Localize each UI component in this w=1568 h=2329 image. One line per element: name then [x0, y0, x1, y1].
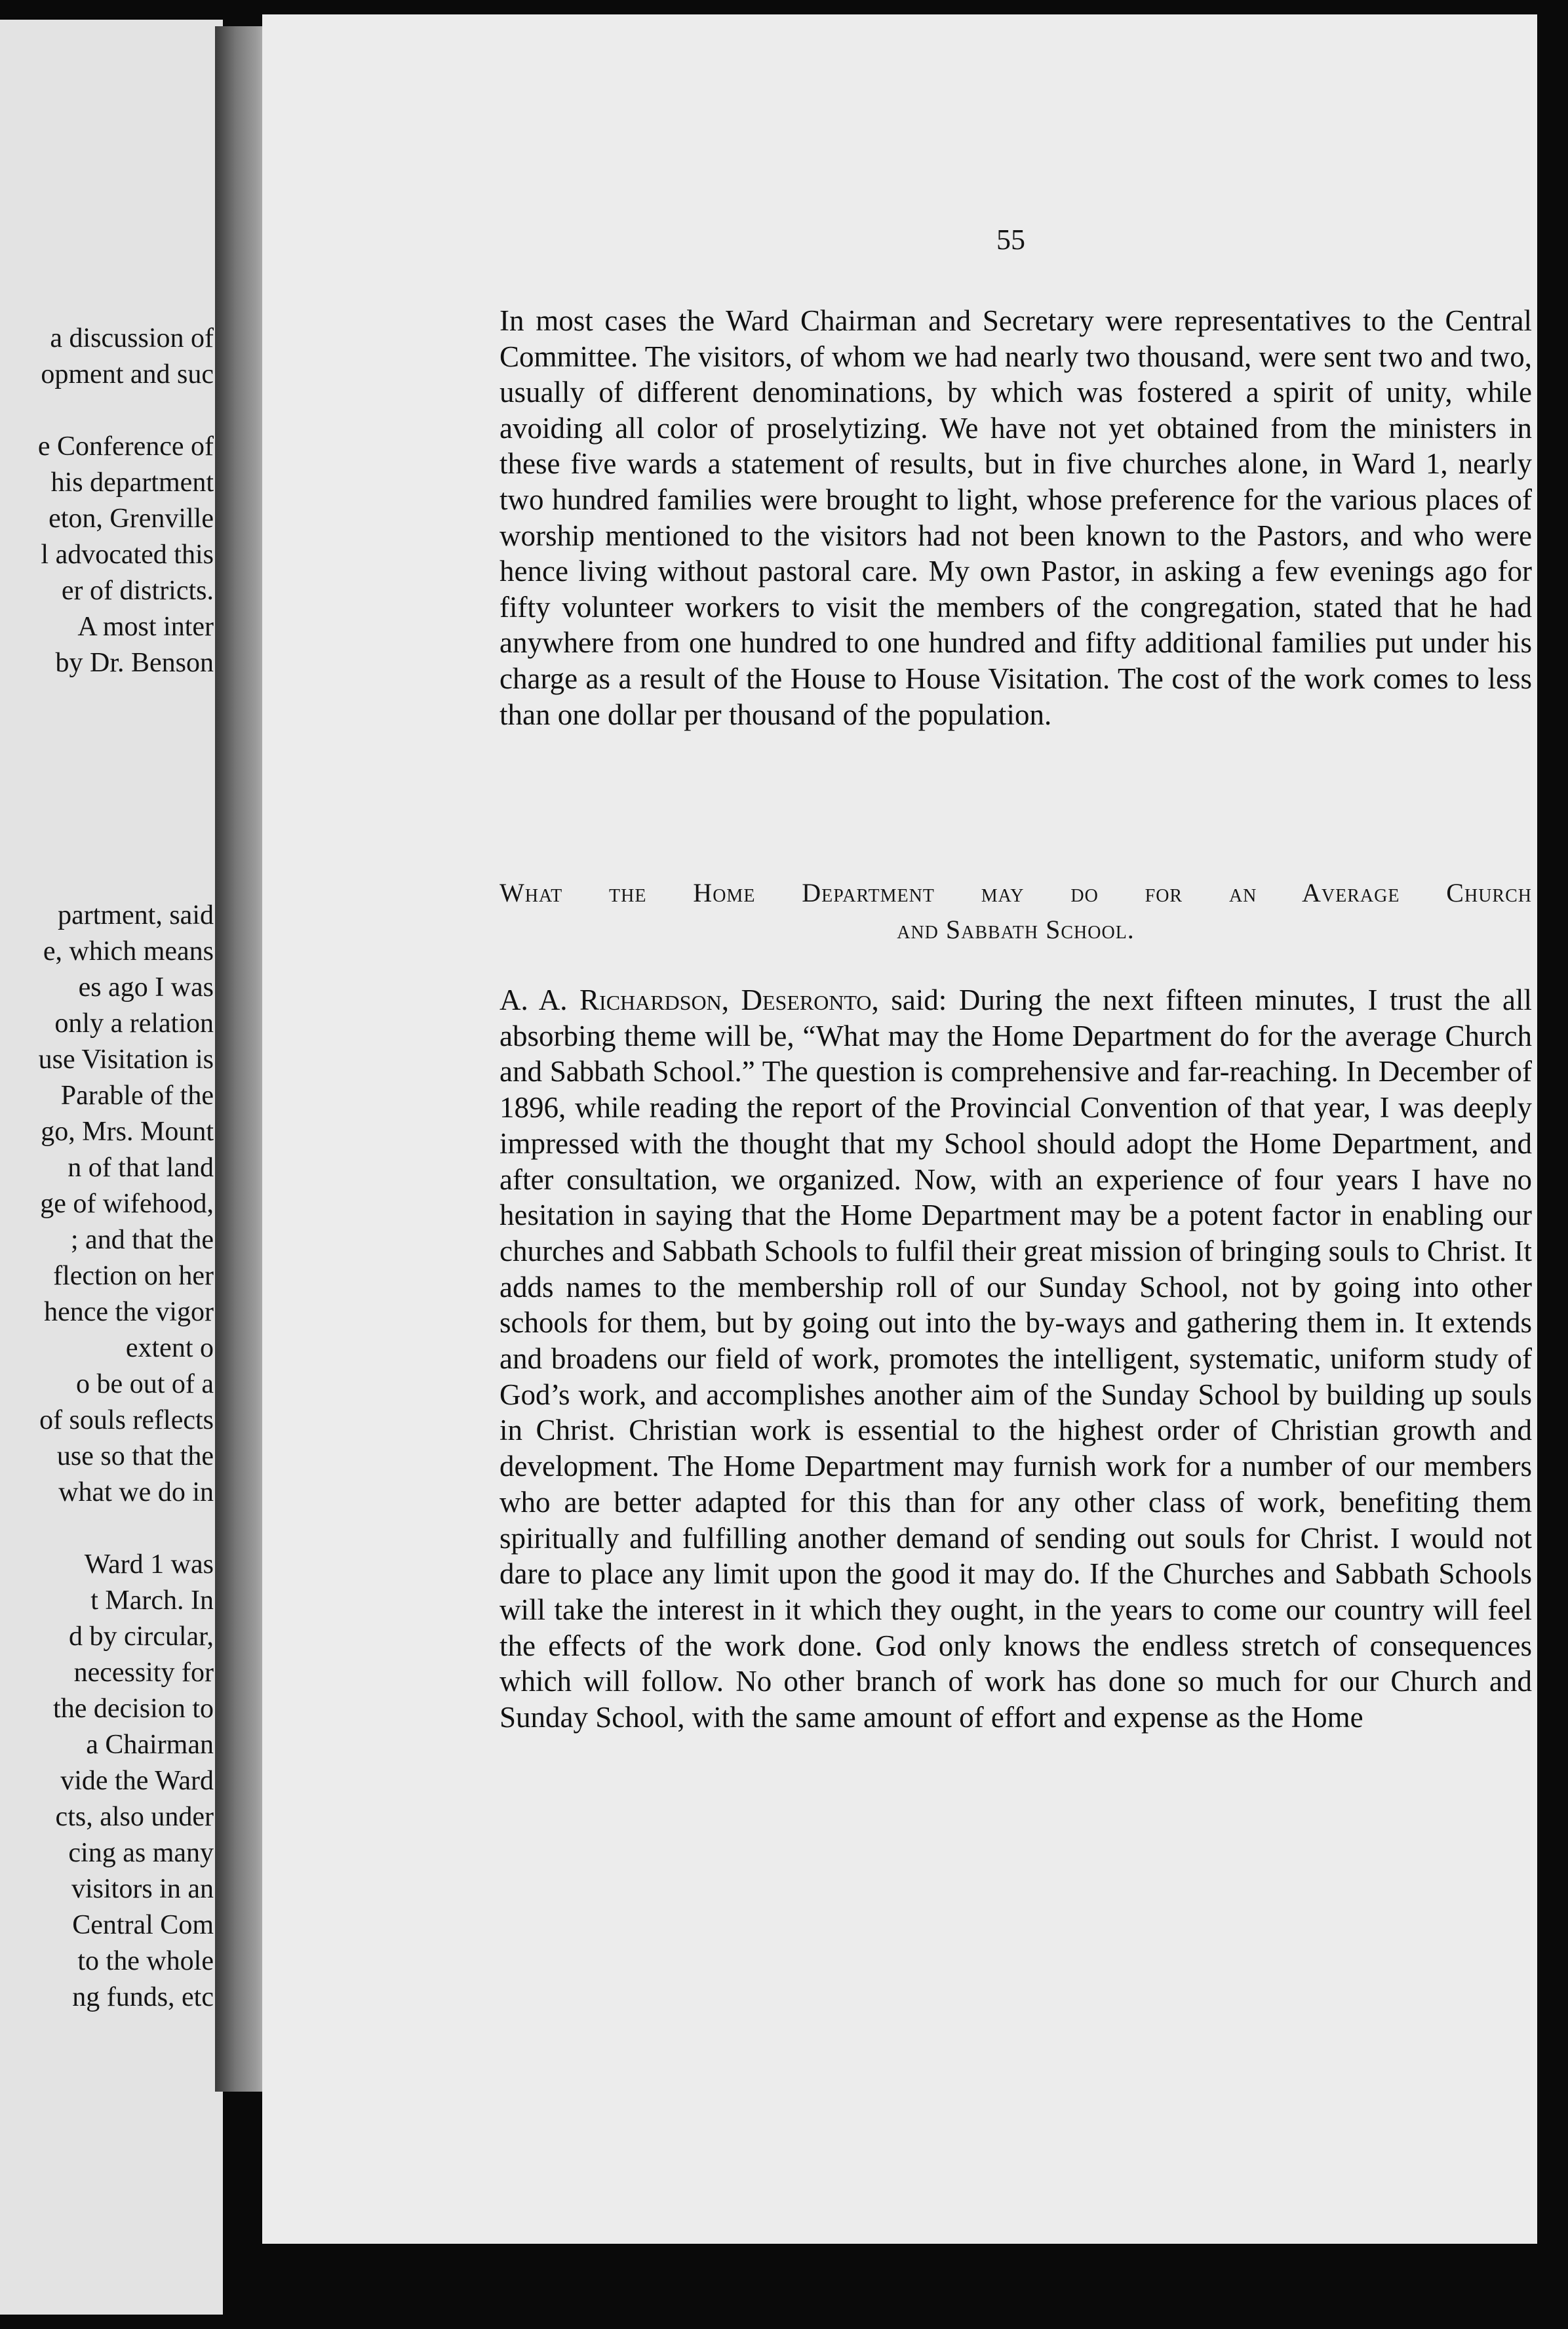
page-number: 55	[996, 224, 1025, 256]
previous-page-line: Central Com	[72, 1910, 214, 1940]
section-heading-line-1: What the Home Department may do for an Average Church	[500, 878, 1532, 907]
previous-page-line: his department	[50, 468, 214, 498]
previous-page-line: by Dr. Benson	[55, 648, 214, 678]
previous-page-line: use so that the	[56, 1441, 214, 1471]
previous-page-line: to the whole	[77, 1946, 214, 1976]
previous-page-line: flection on her	[53, 1261, 214, 1291]
previous-page-line: vide the Ward	[60, 1766, 214, 1796]
previous-page-line: es ago I was	[78, 972, 214, 1003]
speaker-name: A. A. Richardson, Deseronto,	[500, 984, 879, 1016]
address-text: said: During the next fifteen minutes, I trust the all absorbing theme will be, “What may the Home Department do for the average Church and Sabbath School.” The question is comprehensive and far-reaching. In December of 1896, while reading the report of the Provincial Convention of that year, I was deeply impressed with the thought that my School should adopt the Home Department, and after consultation, we organized. Now, with an experience of four years I have no hesitation in saying that the Home Department may be a potent factor in enabling our churches and Sabbath Schools to fulfil their great mission of bringing souls to Christ. It adds names to the membership roll of our Sunday School, not by going into other schools for them, but by going out into the by-ways and gathering them in. It extends and broadens our field of work, promotes the intelligent, systematic, uniform study of God’s work, and accomplishes another aim of the Sunday School by building up souls in Christ. Christian work is essential to the highest order of Christian growth and development. The Home Department may furnish work for a number of our members who are better adapted for this than for any other class of work, benefiting them spiritually and fulfilling another demand of sending out souls for Christ. I would not dare to place any limit upon the good it may do. If the Churches and Sabbath Schools will take the interest in it which they ought, in the years to come our country will feel the effects of the work done. God only knows the endless stretch of consequences which will follow. No other branch of work has done so much for our Church and Sunday School, with the same amount of effort and expense as the Home	[500, 984, 1532, 1734]
section-heading-line-2: and Sabbath School.	[897, 915, 1135, 944]
previous-page-line: ; and that the	[70, 1225, 214, 1255]
previous-page-line: partment, said	[58, 900, 214, 930]
section-heading	[500, 875, 1532, 948]
paragraph-richardson-address	[500, 982, 1532, 1736]
previous-page-line: Ward 1 was	[84, 1549, 214, 1580]
previous-page-line: er of districts.	[61, 576, 214, 606]
previous-page-line: o be out of a	[76, 1369, 214, 1399]
previous-page-line: only a relation	[54, 1008, 214, 1039]
previous-page-line: ge of wifehood,	[40, 1189, 214, 1219]
previous-page-fragment	[0, 20, 223, 2315]
previous-page-line: n of that land	[68, 1153, 214, 1183]
previous-page-line: extent o	[125, 1333, 214, 1363]
previous-page-line: what we do in	[58, 1477, 214, 1507]
previous-page-line: ng funds, etc	[72, 1982, 214, 2012]
previous-page-line: Parable of the	[60, 1081, 214, 1111]
previous-page-line: cing as many	[68, 1838, 214, 1868]
previous-page-line: A most inter	[77, 612, 214, 642]
previous-page-line: visitors in an	[71, 1874, 214, 1904]
previous-page-line: necessity for	[73, 1658, 214, 1688]
previous-page-line: e, which means	[43, 936, 214, 966]
previous-page-line: cts, also under	[55, 1802, 214, 1832]
previous-page-line: t March. In	[90, 1585, 214, 1616]
previous-page-line: hence the vigor	[44, 1297, 214, 1327]
previous-page-line: eton, Grenville	[49, 504, 214, 534]
previous-page-line: l advocated this	[41, 540, 214, 570]
previous-page-line: use Visitation is	[38, 1045, 214, 1075]
previous-page-line: the decision to	[53, 1694, 214, 1724]
previous-page-line: a Chairman	[86, 1730, 214, 1760]
previous-page-line: go, Mrs. Mount	[41, 1117, 214, 1147]
previous-page-line: e Conference of	[37, 431, 214, 462]
page	[262, 14, 1537, 2244]
previous-page-line: a discussion of	[50, 323, 214, 353]
previous-page-line: d by circular,	[68, 1622, 214, 1652]
previous-page-line: opment and suc	[41, 359, 214, 389]
previous-page-line: of souls reflects	[39, 1405, 214, 1435]
paragraph-ward-visitation: In most cases the Ward Chairman and Secretary were representatives to the Central Committee. The visitors, of whom we had nearly two thousand, were sent two and two, usually of different denominations, by which was fostered a spirit of unity, while avoiding all color of proselytizing. We have not yet obtained from the ministers in these five wards a statement of results, but in five churches alone, in Ward 1, nearly two hundred families were brought to light, whose preference for the various places of worship mentioned to the visitors had not been known to the Pastors, and who were hence living without pastoral care. My own Pastor, in asking a few evenings ago for fifty volunteer workers to visit the members of the congregation, stated that he had anywhere from one hundred to one hundred and fifty additional families put under his charge as a result of the House to House Visitation. The cost of the work comes to less than one dollar per thousand of the population.	[500, 304, 1532, 731]
